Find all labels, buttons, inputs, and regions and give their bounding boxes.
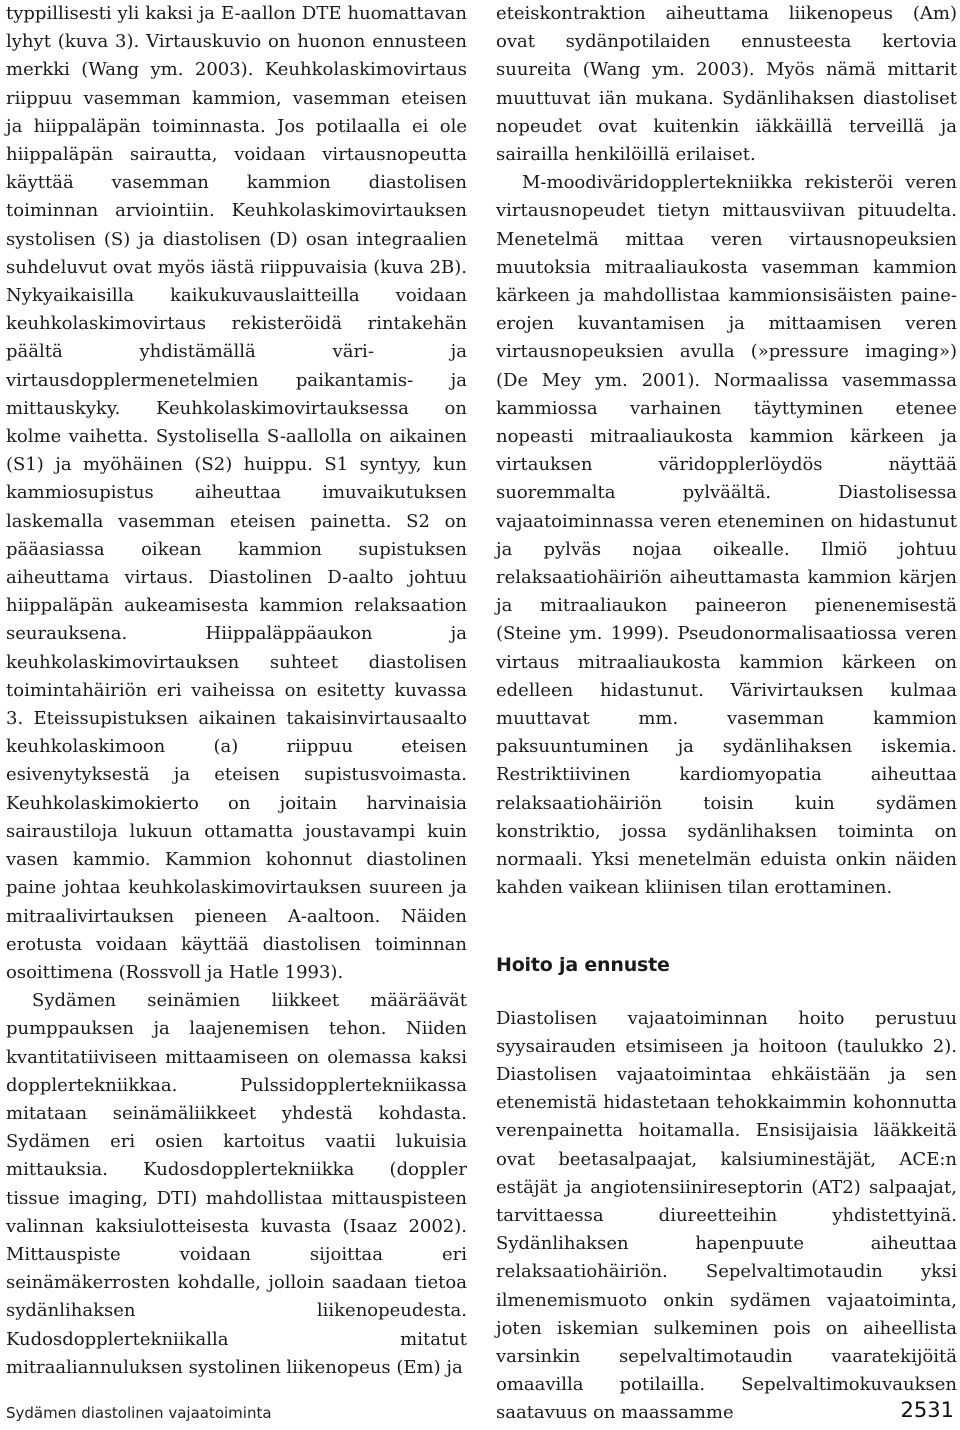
section-heading: Hoito ja ennuste	[496, 953, 670, 976]
page-number: 2531	[900, 1398, 954, 1422]
running-title: Sydämen diastolinen vajaatoiminta	[6, 1404, 272, 1422]
page-footer	[0, 1398, 960, 1430]
right-column	[496, 0, 957, 1428]
body-paragraph: Diastolisen vajaatoiminnan hoito perustuu syysairauden etsimiseen ja hoitoon (taulukko 2). Diastolisen vajaatoimintaa ehkäistään ja sen etenemistä hidastetaan tehokkaimmin kohonnutta verenpainetta hoitamalla. Ensisijaisia lääkkeitä ovat beetasalpaajat, kalsiuminestäjät, ACE:n estäjät ja angiotensiinireseptorin (AT2) salpaajat, tarvittaessa diureetteihin yhdistettyinä. Sydänlihaksen hapenpuute aiheuttaa relaksaatiohäiriön. Sepelvaltimotaudin yksi ilmenemismuoto onkin sydämen vajaatoiminta, joten iskemian sulkeminen pois on aiheellista varsinkin sepelvaltimotaudin vaaratekijöitä omaavilla potilailla. Sepelvaltimokuvauksen saatavuus on maassamme	[496, 1007, 957, 1424]
body-paragraph: Sydämen seinämien liikkeet määräävät pumppauksen ja laajenemisen tehon. Niiden kvantitatiiviseen mittaamiseen on olemassa kaksi dopplertekniikkaa. Pulssidopplertekniikassa mitataan seinämäliikkeet yhdestä kohdasta. Sydämen eri osien kartoitus vaatii lukuisia mittauksia. Kudosdopplertekniikka (doppler tissue imaging, DTI) mahdollistaa mittauspisteen valinnan kaksiulotteisesta kuvasta (Isaaz 2002). Mittauspiste voidaan sijoittaa eri seinämäkerrosten kohdalle, jolloin saadaan tietoa sydänlihaksen liikenopeudesta. Kudosdopplertekniikalla mitatut mitraaliannuluksen systolinen liikenopeus (Em) ja	[6, 990, 467, 1378]
body-paragraph: typpillisesti yli kaksi ja E-aallon DTE huomattavan lyhyt (kuva 3). Virtauskuvio on huonon ennusteen merkki (Wang ym. 2003). Keuhkolaskimovirtaus riippuu vasemman kammion, vasemman eteisen ja hiippaläpän toiminnasta. Jos potilaalla ei ole hiippaläpän sairautta, voidaan virtausnopeutta käyttää vasemman kammion diastolisen toiminnan arviointiin. Keuhkolaskimovirtauksen systolisen (S) ja diastolisen (D) osan integraalien suhdeluvut ovat myös iästä riippuvaisia (kuva 2B). Nykyaikaisilla kaikukuvauslaitteilla voidaan keuhkolaskimovirtaus rekisteröidä rintakehän päältä yhdistämällä väri- ja virtausdopplermenetelmien paikantamis- ja mittauskyky. Keuhkolaskimovirtauksessa on kolme vaihetta. Systolisella S-aallolla on aikainen (S1) ja myöhäinen (S2) huippu. S1 syntyy, kun kammiosupistus aiheuttaa imuvaikutuksen laskemalla vasemman eteisen painetta. S2 on pääasiassa oikean kammion supistuksen aiheuttama virtaus. Diastolinen D-aalto johtuu hiippaläpän aukeamisesta kammion relaksaation seurauksena. Hiippaläppäaukon ja keuhkolaskimovirtauksen suhteet diastolisen toimintahäiriön eri vaiheissa on esitetty kuvassa 3. Eteissupistuksen aikainen takaisinvirtausaalto keuhkolaskimoon (a) riippuu eteisen esivenytyksestä ja eteisen supistusvoimasta. Keuhkolaskimokierto on joitain harvinaisia sairaustiloja lukuun ottamatta joustavampi kuin vasen kammio. Kammion kohonnut diastolinen paine johtaa keuhkolaskimovirtauksen suureen ja mitraalivirtauksen pieneen A-aaltoon. Näiden erotusta voidaan käyttää diastolisen toiminnan osoittimena (Rossvoll ja Hatle 1993).	[6, 3, 467, 983]
body-paragraph: eteiskontraktion aiheuttama liikenopeus (Am) ovat sydänpotilaiden ennusteesta kertovia suureita (Wang ym. 2003). Myös nämä mittarit muuttuvat iän mukana. Sydänlihaksen diastoliset nopeudet ovat kuitenkin iäkkäillä terveillä ja sairailla henkilöillä erilaiset.	[496, 3, 957, 166]
body-paragraph: M-moodiväridopplertekniikka rekisteröi veren virtausnopeudet tietyn mittausviivan pituudelta. Menetelmä mittaa veren virtausnopeuksien muutoksia mitraaliaukosta vasemman kammion kärkeen ja mahdollistaa kammionsisäisten paine-erojen kuvantamisen ja mittaamisen veren virtausnopeuksien avulla (»pressure imaging») (De Mey ym. 2001). Normaalissa vasemmassa kammiossa varhainen täyttyminen etenee nopeasti mitraaliaukosta kammion kärkeen ja virtauksen väridopplerlöydös näyttää suoremmalta pylväältä. Diastolisessa vajaatoiminnassa veren eteneminen on hidastunut ja pylväs nojaa oikealle. Ilmiö johtuu relaksaatiohäiriön aiheuttamasta kammion kärjen ja mitraaliaukon paineeron pienenemisestä (Steine ym. 1999). Pseudonormalisaatiossa veren virtaus mitraaliaukosta kammion kärkeen on edelleen hidastunut. Värivirtauksen kulmaa muuttavat mm. vasemman kammion paksuuntuminen ja sydänlihaksen iskemia. Restriktiivinen kardiomyopatia aiheuttaa relaksaatiohäiriön toisin kuin sydämen konstriktio, jossa sydänlihaksen toiminta on normaali. Yksi menetelmän eduista onkin näiden kahden vaikean kliinisen tilan erottaminen.	[496, 172, 957, 899]
left-column	[6, 0, 467, 1382]
